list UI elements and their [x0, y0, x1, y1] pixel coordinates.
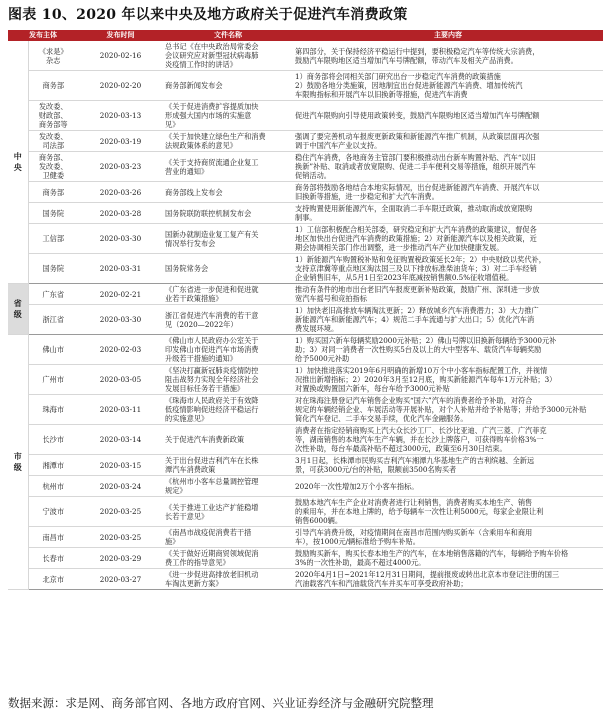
- document-cell-text: 《珠海市人民政府关于有效降 低疫情影响促进经济平稳运行 的实施意见》: [165, 396, 259, 423]
- date-cell: [78, 527, 163, 548]
- document-cell: [163, 497, 293, 527]
- subject-cell: [28, 71, 78, 101]
- content-cell: [293, 182, 603, 203]
- table-header-row: [8, 30, 603, 41]
- table-row: [8, 569, 603, 590]
- date-cell-text: 2020-03-13: [99, 111, 142, 120]
- subject-cell-text: 佛山市: [42, 345, 65, 354]
- content-cell: [293, 395, 603, 425]
- document-cell: [163, 335, 293, 365]
- subject-cell-text: 杭州市: [42, 481, 65, 491]
- date-cell-text: 2020-02-03: [99, 345, 142, 354]
- level-label: 市 级: [13, 451, 22, 472]
- date-cell: [78, 497, 163, 527]
- table-row: [8, 395, 603, 425]
- table-row: [8, 131, 603, 152]
- content-cell: [293, 101, 603, 131]
- date-cell: [78, 455, 163, 476]
- level-label: 中 央: [13, 151, 22, 172]
- content-cell-text: 1）加快推进落实2019年6月明确的新增10万个中小客车指标配置工作，并视情 况推出新增指标；2）2020年3月至12月底，购买新能源汽车每车1万元补贴；3） 对置换或购置国六新车，每台车给予3000元补贴: [295, 366, 557, 393]
- document-cell-text: 《佛山市人民政府办公室关于 印发佛山市促进汽车市场消费 升级若干措施的通知》: [165, 336, 259, 363]
- content-cell-text: 支持购置使用新能源汽车，全面取消二手车限迁政策，推动取消或放宽限购 制事。: [295, 204, 533, 222]
- date-cell-text: 2020-03-30: [99, 234, 142, 243]
- subject-cell: [28, 455, 78, 476]
- subject-cell: [28, 335, 78, 365]
- document-cell-text: 国务院常务会: [165, 264, 209, 273]
- content-cell-text: 强调了要完善机动车报废更新政策和新能源汽车推广机制，从政策层面再次强 调于中国汽车产业以支持。: [295, 132, 540, 150]
- document-cell-text: 《南昌市战疫促消费若干措 施》: [165, 528, 252, 546]
- subject-cell-text: 工信部: [42, 234, 65, 243]
- content-cell: [293, 254, 603, 284]
- subject-cell-text: 商务部、 发改委、 卫健委: [38, 153, 68, 180]
- date-cell-text: 2020-03-30: [99, 315, 142, 324]
- table-row: [8, 224, 603, 254]
- content-cell: [293, 425, 603, 455]
- date-cell: [78, 131, 163, 152]
- table-row: [8, 476, 603, 497]
- document-cell: [163, 284, 293, 305]
- subject-cell: [28, 41, 78, 71]
- date-cell: [78, 305, 163, 335]
- subject-cell-text: 浙江省: [42, 315, 65, 324]
- subject-cell: [28, 527, 78, 548]
- document-cell-text: 商务部线上发布会: [165, 187, 223, 197]
- table-row: [8, 41, 603, 71]
- subject-cell: [28, 152, 78, 182]
- subject-cell: [28, 569, 78, 590]
- document-cell: [163, 71, 293, 101]
- content-cell: [293, 284, 603, 305]
- content-cell-text: 引导汽车消费升级，对疫情期间在南昌市范围内购买新车（含乘用车和商用 车），按1000元/辆标准给予购车补贴。: [295, 528, 533, 546]
- content-cell-text: 商务部将鼓励各地结合本地实际情况，出台促进新能源汽车消费、开展汽车以 旧换新等措施，进一步稳定和扩大汽车消费。: [295, 183, 540, 201]
- content-cell: [293, 476, 603, 497]
- date-cell: [78, 152, 163, 182]
- subject-cell: [28, 365, 78, 395]
- document-cell-text: 国新办就制造业复工复产有关 情况举行发布会: [165, 229, 259, 248]
- date-cell: [78, 425, 163, 455]
- content-cell: [293, 548, 603, 569]
- date-cell: [78, 548, 163, 569]
- table-row: [8, 203, 603, 224]
- subject-cell: [28, 101, 78, 131]
- document-cell-text: 《关于加快建立绿色生产和消费 法规政策体系的意见》: [165, 132, 266, 150]
- subject-cell: [28, 425, 78, 455]
- table-row: [8, 71, 603, 101]
- date-cell-text: 2020-03-11: [99, 405, 142, 414]
- source-note: 数据来源：求是网、商务部官网、各地方政府官网、兴业证券经济与金融研究院整理: [8, 696, 434, 710]
- subject-cell-text: 湘潭市: [42, 460, 65, 470]
- content-cell-text: 1）加快老旧高排放车辆淘汰更新；2）释放城乡汽车消费潜力；3）大力推广 新能源汽车和新能源汽车；4）规范二手车流通与扩大出口；5）优化汽车消 费发展环境。: [295, 306, 539, 333]
- document-cell: [163, 41, 293, 71]
- content-cell-text: 促进汽车限购向引导使用政策转变，鼓励汽车限购地区适当增加汽车号牌配额: [295, 111, 540, 120]
- document-cell-text: 《进一步促进高排放老旧机动 车淘汰更新方案》: [165, 570, 259, 588]
- content-cell: [293, 203, 603, 224]
- content-cell: [293, 224, 603, 254]
- page-title: 图表 10、2020 年以来中央及地方政府关于促进汽车消费政策: [8, 7, 408, 23]
- content-cell: [293, 569, 603, 590]
- table-row: [8, 497, 603, 527]
- subject-cell: [28, 497, 78, 527]
- table-row: [8, 254, 603, 284]
- content-cell-text: 对在珠海注册登记汽车销售企业购买“国六”汽车的消费者给予补助，对符合 规定的车辆经销企业、车展活动等开展补贴，对个人补贴并给予补贴等；并给予3000元补贴 简化汽车登记、二手车交易手续，优化汽车金融服务。: [295, 396, 587, 423]
- subject-cell: [28, 548, 78, 569]
- date-cell: [78, 203, 163, 224]
- subject-cell: [28, 203, 78, 224]
- document-cell-text: 《杭州市小客车总量调控管理 规定》: [165, 477, 259, 495]
- subject-cell-text: 广东省: [42, 289, 65, 299]
- subject-cell: [28, 476, 78, 497]
- document-cell: [163, 203, 293, 224]
- date-cell-text: 2020-03-29: [99, 553, 142, 563]
- date-cell-text: 2020-03-23: [99, 162, 142, 171]
- document-cell-text: 《关于促进消费扩容提质加快 形成强大国内市场的实施意 见》: [165, 102, 259, 129]
- document-cell-text: 《关于推进工业达产扩能稳增 长若干意见》: [165, 502, 259, 521]
- level-label: 省 级: [13, 298, 22, 319]
- table-row: [8, 548, 603, 569]
- content-cell-text: 3月1日起，长株潭市民购买吉利汽车湘潭九华基地生产的吉利缤越、全新远 景，可获3000元/台的补贴，限额前3500名购买者: [295, 456, 535, 474]
- document-cell: [163, 569, 293, 590]
- header-document: 文件名称: [163, 30, 293, 41]
- content-cell-text: 鼓励本地汽车生产企业对消费者进行让利销售，消费者购买本地生产、销售 的乘用车，并在本地上牌的，给予每辆车一次性让利5000元，每家企业限让利 销售6000辆。: [295, 498, 544, 525]
- document-cell-text: 关于促进汽车消费新政策: [165, 435, 245, 444]
- header-date: 发布时间: [78, 30, 163, 41]
- header-issuer: 发布主体: [8, 30, 78, 41]
- subject-cell-text: 国务院: [42, 264, 65, 273]
- document-cell: [163, 455, 293, 476]
- date-cell-text: 2020-03-15: [99, 460, 142, 470]
- content-cell-text: 稳住汽车消费，各地商务主管部门要积极推动出台新车购置补贴、汽车“以旧 换新”补贴、取消或者放宽限购、促进二手车便利交易等措施，组织开展汽车 促销活动。: [295, 153, 536, 180]
- document-cell: [163, 476, 293, 497]
- document-cell: [163, 101, 293, 131]
- content-cell: [293, 152, 603, 182]
- date-cell: [78, 476, 163, 497]
- subject-cell-text: 长春市: [42, 553, 65, 563]
- document-cell: [163, 131, 293, 152]
- document-cell-text: 关于出台促进吉利汽车在长株 潭汽车消费政策: [165, 456, 259, 474]
- content-cell-text: 1）工信部积极配合相关部委，研究稳定和扩大汽车消费的政策建议，督促各 地区加快出台促进汽车消费的政策措施；2）对新能源汽车以及相关政策，近 期会协调相关部门作出调整，进一步推动汽车产业加快健康发展。: [295, 225, 537, 252]
- table-row: [8, 101, 603, 131]
- date-cell-text: 2020-03-24: [99, 481, 142, 491]
- content-cell: [293, 305, 603, 335]
- document-cell: [163, 395, 293, 425]
- level-cell: [8, 41, 28, 284]
- subject-cell: [28, 284, 78, 305]
- subject-cell-text: 商务部: [42, 187, 65, 197]
- table-row: [8, 305, 603, 335]
- date-cell-text: 2020-03-05: [99, 375, 142, 384]
- content-cell-text: 1）商务部将会同相关部门研究出台一步稳定汽车消费的政策措施 2）鼓励各地分类施策，因地制宜出台促进新能源汽车消费、增加传统汽 车限购指标和开展汽车以旧换新等措施，促进汽车消费: [295, 72, 523, 99]
- content-cell-text: 1）购买国六新车每辆奖励2000元补贴；2）佛山号牌以旧换新每辆给予3000元补 助；3）对同一消费者一次性购买5台及以上的大中型客车、载货汽车每辆奖励 给予5000元补助: [295, 336, 557, 363]
- date-cell: [78, 365, 163, 395]
- content-cell: [293, 527, 603, 548]
- date-cell: [78, 569, 163, 590]
- table-row: [8, 284, 603, 305]
- date-cell: [78, 41, 163, 71]
- content-cell-text: 1）新能源汽车购置税补贴和免征购置税政策延长2年；2）中央财政以奖代补， 支持京津冀等重点地区淘汰国三及以下排放标准柴油货车；3）对二手车经销 企业销售旧车，从5月1日至2023年底减按销售额0.5%征收增值税。: [295, 255, 546, 282]
- date-cell-text: 2020-02-20: [99, 81, 142, 90]
- subject-cell-text: 北京市: [42, 574, 65, 584]
- document-cell: [163, 365, 293, 395]
- content-cell: [293, 131, 603, 152]
- content-cell: [293, 455, 603, 476]
- subject-cell-text: 南昌市: [42, 532, 65, 542]
- document-cell: [163, 548, 293, 569]
- content-cell-text: 推动有条件的地市出台老旧汽车报废更新补贴政策，鼓励广州、深圳进一步放 宽汽车摇号和竞拍指标: [295, 285, 540, 303]
- date-cell: [78, 395, 163, 425]
- table-row: [8, 425, 603, 455]
- table-row: [8, 152, 603, 182]
- document-cell: [163, 305, 293, 335]
- subject-cell: [28, 224, 78, 254]
- subject-cell-text: 国务院: [42, 208, 65, 218]
- content-cell-text: 2020年4月1日~2021年12月31日期间，提前报废或转出北京本市登记注册的国三 汽油载客汽车和汽油载货汽车并买车可享受政府补助；: [295, 570, 560, 588]
- table-row: [8, 365, 603, 395]
- document-cell: [163, 527, 293, 548]
- date-cell: [78, 101, 163, 131]
- content-cell-text: 2020年一次性增加2万个小客车指标。: [295, 481, 419, 491]
- document-cell-text: 《关于做好近期商贸领域促消 费工作的指导意见》: [165, 549, 259, 567]
- content-cell: [293, 71, 603, 101]
- document-cell-text: 《广东省进一步促进和促进就 业若干政策措施》: [165, 285, 259, 303]
- date-cell: [78, 254, 163, 284]
- subject-cell-text: 《求是》 杂志: [38, 46, 68, 65]
- document-cell: [163, 152, 293, 182]
- content-cell: [293, 335, 603, 365]
- date-cell-text: 2020-03-25: [99, 507, 142, 516]
- document-cell: [163, 224, 293, 254]
- document-cell-text: 浙江省促进汽车消费的若干意 见（2020—2022年）: [165, 310, 259, 329]
- subject-cell-text: 广州市: [42, 375, 65, 384]
- date-cell-text: 2020-03-27: [99, 574, 142, 584]
- subject-cell-text: 发改委、 财政部、 商务部等: [38, 102, 68, 129]
- date-cell: [78, 335, 163, 365]
- date-cell-text: 2020-03-26: [99, 187, 142, 197]
- table-row: [8, 455, 603, 476]
- date-cell-text: 2020-03-14: [99, 435, 142, 444]
- subject-cell: [28, 131, 78, 152]
- date-cell: [78, 284, 163, 305]
- date-cell: [78, 182, 163, 203]
- subject-cell-text: 商务部: [42, 81, 65, 90]
- document-cell-text: 《坚决打赢新冠肺炎疫情防控 阻击战努力实现全年经济社会 发展目标任务若干措施》: [165, 366, 259, 393]
- level-cell: [8, 284, 28, 335]
- date-cell-text: 2020-03-25: [99, 532, 142, 542]
- date-cell-text: 2020-02-16: [99, 51, 142, 60]
- subject-cell-text: 珠海市: [42, 405, 65, 414]
- table-row: [8, 335, 603, 365]
- subject-cell-text: 宁波市: [42, 507, 65, 516]
- date-cell-text: 2020-03-31: [99, 264, 142, 273]
- policy-table-wrapper: [8, 30, 603, 690]
- content-cell: [293, 41, 603, 71]
- document-cell-text: 总书记《在中央政治局常委会 会议研究应对新型冠状病毒肺 炎疫情工作时的讲话》: [165, 42, 259, 69]
- content-cell-text: 第四部分，关于保持经济平稳运行中提到，要积极稳定汽车等传统大宗消费， 鼓励汽车限购地区适当增加汽车号牌配额，带动汽车及相关产品消费。: [295, 46, 540, 65]
- document-cell: [163, 425, 293, 455]
- subject-cell: [28, 254, 78, 284]
- table-row: [8, 182, 603, 203]
- subject-cell-text: 发改委、 司法部: [38, 132, 68, 150]
- document-cell: [163, 182, 293, 203]
- policy-table: [8, 30, 603, 590]
- table-body: [8, 41, 603, 590]
- subject-cell: [28, 395, 78, 425]
- date-cell-text: 2020-03-19: [99, 136, 142, 146]
- date-cell: [78, 224, 163, 254]
- date-cell-text: 2020-02-21: [99, 289, 142, 299]
- content-cell: [293, 497, 603, 527]
- subject-cell: [28, 182, 78, 203]
- date-cell-text: 2020-03-28: [99, 208, 142, 218]
- header-content: 主要内容: [293, 30, 603, 41]
- subject-cell-text: 长沙市: [42, 435, 65, 444]
- level-cell: [8, 335, 28, 590]
- date-cell: [78, 71, 163, 101]
- subject-cell: [28, 305, 78, 335]
- table-row: [8, 527, 603, 548]
- document-cell-text: 商务部新闻发布会: [165, 81, 223, 90]
- document-cell-text: 国务院联防联控机制发布会: [165, 208, 252, 218]
- content-cell-text: 鼓励购买新车，购买长春本地生产的汽车，在本地销售落籍的汽车，每辆给予购车价格 3%的一次性补助，最高不超过4000元。: [295, 549, 569, 567]
- document-cell: [163, 254, 293, 284]
- content-cell: [293, 365, 603, 395]
- content-cell-text: 消费者在指定经销商购买上汽大众长沙工厂、长沙比亚迪、广汽三菱、广汽菲克 等，湖南销售的本地汽车生产车辆，并在长沙上牌落户，可获得购车价格3%一 次性补助，每台车最高补贴不超过3000元，政策至6月30日结束。: [295, 426, 547, 453]
- document-cell-text: 《关于支持商贸流通企业复工 营业的通知》: [165, 157, 259, 176]
